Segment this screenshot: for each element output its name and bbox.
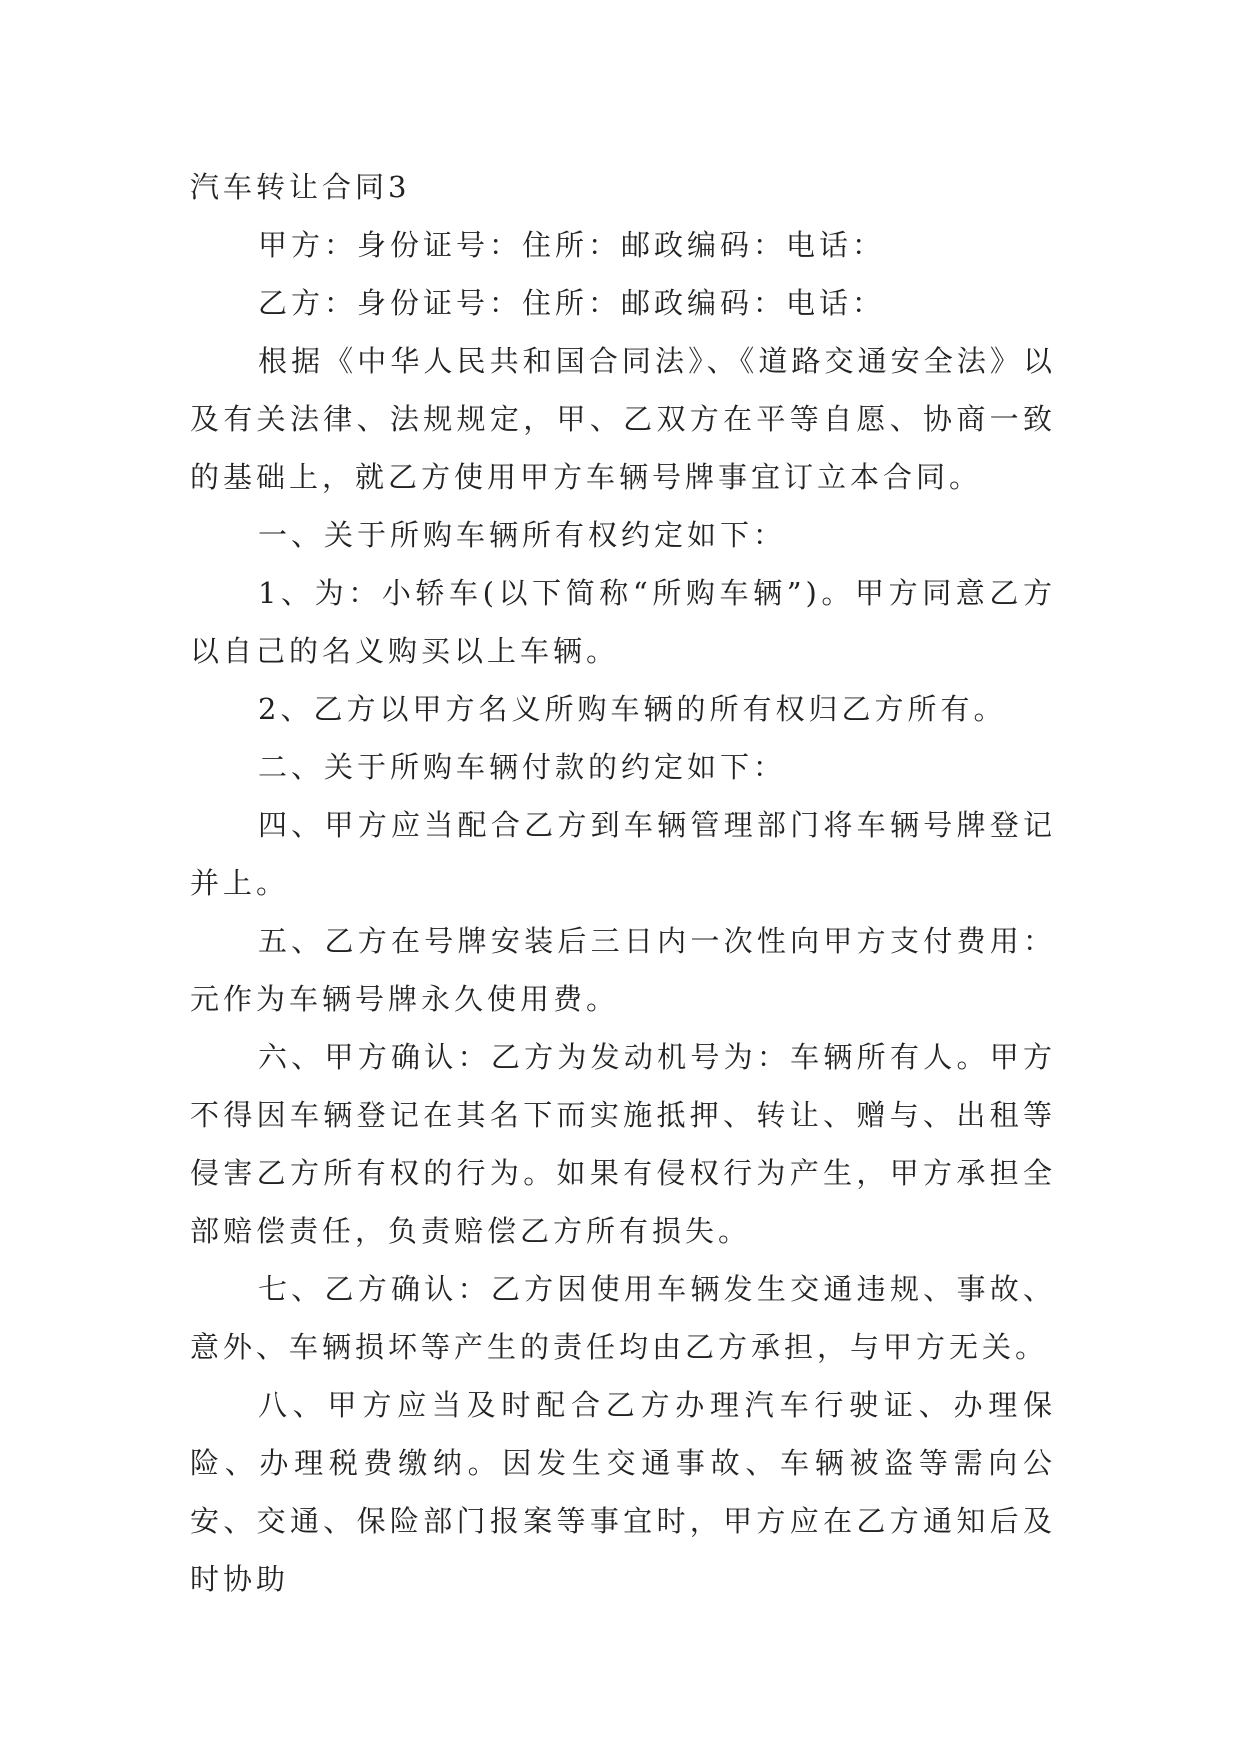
clause-1-2: 2、乙方以甲方名义所购车辆的所有权归乙方所有。 xyxy=(258,692,1007,726)
clause-6: 六、甲方确认：乙方为发动机号为：车辆所有人。甲方不得因车辆登记在其名下而实施抵押、转让、赠与、出租等侵害乙方所有权的行为。如果有侵权行为产生，甲方承担全部赔偿责任，负责赔偿乙方所有损失。 xyxy=(190,1040,1056,1248)
clause-1-1: 1、为：小轿车(以下简称“所购车辆”)。甲方同意乙方以自己的名义购买以上车辆。 xyxy=(190,576,1056,668)
section-2-heading: 二、关于所购车辆付款的约定如下： xyxy=(258,750,787,784)
clause-7: 七、乙方确认：乙方因使用车辆发生交通违规、事故、意外、车辆损坏等产生的责任均由乙方承担，与甲方无关。 xyxy=(190,1272,1056,1364)
document-title: 汽车转让合同3 xyxy=(190,170,411,204)
clause-4: 四、甲方应当配合乙方到车辆管理部门将车辆号牌登记并上。 xyxy=(190,808,1056,900)
party-b-info: 乙方：身份证号：住所：邮政编码：电话： xyxy=(258,286,886,320)
document-body xyxy=(190,158,1056,1608)
section-1-heading: 一、关于所购车辆所有权约定如下： xyxy=(258,518,787,552)
clause-5: 五、乙方在号牌安装后三日内一次性向甲方支付费用：元作为车辆号牌永久使用费。 xyxy=(190,924,1056,1016)
clause-8: 八、甲方应当及时配合乙方办理汽车行驶证、办理保险、办理税费缴纳。因发生交通事故、车辆被盗等需向公安、交通、保险部门报案等事宜时，甲方应在乙方通知后及时协助 xyxy=(190,1388,1056,1596)
party-a-info: 甲方：身份证号：住所：邮政编码：电话： xyxy=(258,228,886,262)
preamble-paragraph: 根据《中华人民共和国合同法》、《道路交通安全法》以及有关法律、法规规定，甲、乙双方在平等自愿、协商一致的基础上，就乙方使用甲方车辆号牌事宜订立本合同。 xyxy=(190,344,1056,494)
